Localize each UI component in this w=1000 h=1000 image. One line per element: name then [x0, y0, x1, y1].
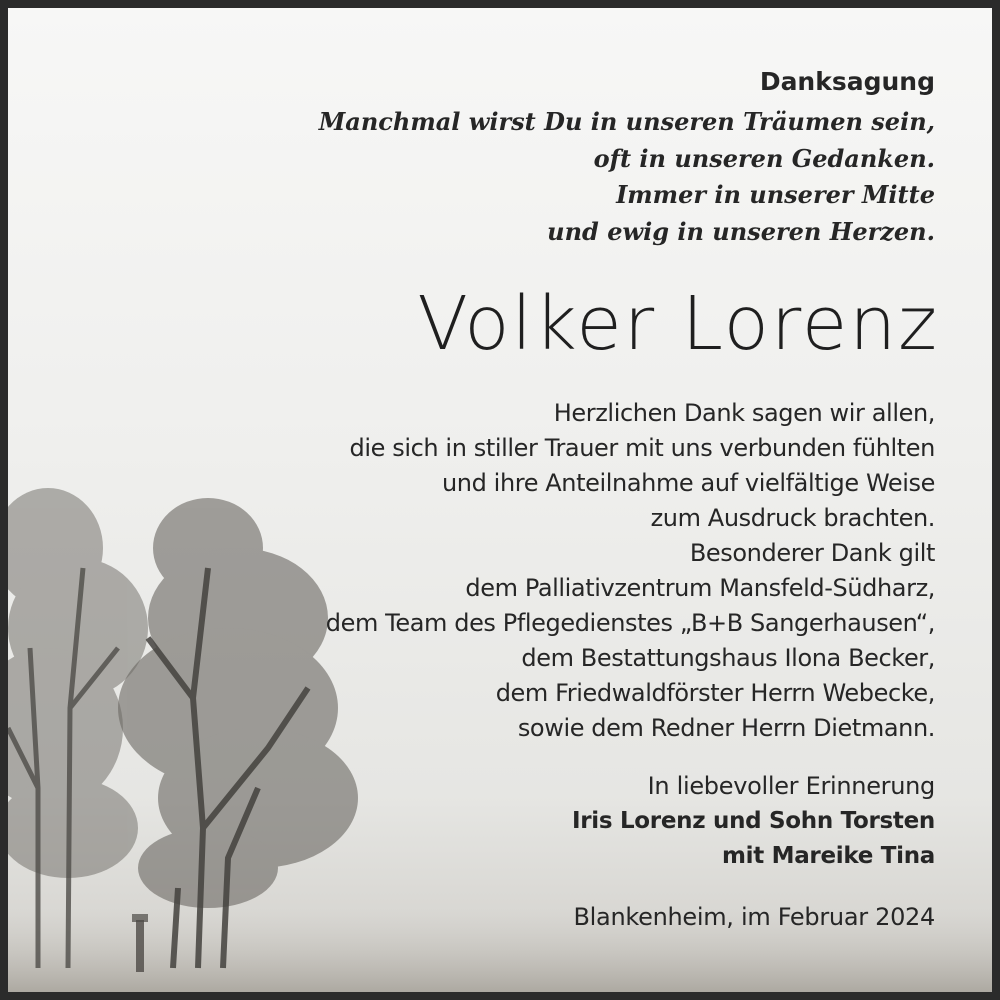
thanks-line: dem Palliativzentrum Mansfeld-Südharz,: [465, 574, 935, 602]
poem-line: Manchmal wirst Du in unseren Träumen sein,: [318, 107, 935, 136]
thanks-line: sowie dem Redner Herrn Dietmann.: [517, 714, 935, 742]
thanks-line: Besonderer Dank gilt: [689, 539, 935, 567]
poem: [319, 104, 935, 250]
notice-text: [318, 62, 939, 935]
thanks-line: dem Team des Pflegedienstes „B+B Sangerhausen“,: [325, 609, 935, 637]
poem-line: und ewig in unseren Herzen.: [547, 216, 935, 246]
family-line: mit Mareike Tina: [721, 843, 935, 869]
place-date: Blankenheim, im Februar 2024: [573, 903, 935, 931]
notice-heading: Danksagung: [759, 67, 935, 96]
family-line: Iris Lorenz und Sohn Torsten: [571, 808, 935, 834]
thanks-line: dem Bestattungshaus Ilona Becker,: [521, 644, 935, 672]
thanks-line: zum Ausdruck brachten.: [650, 504, 935, 532]
poem-line: Immer in unserer Mitte: [616, 180, 935, 209]
remembrance-line: In liebevoller Erinnerung: [647, 772, 935, 800]
thanks-line: und ihre Anteilnahme auf vielfältige Weise: [441, 469, 935, 497]
thanks-text: [319, 396, 935, 746]
family-signature: [319, 804, 935, 874]
thanks-line: dem Friedwaldförster Herrn Webecke,: [495, 679, 935, 707]
thanks-line: Herzlichen Dank sagen wir allen,: [553, 399, 935, 427]
poem-line: oft in unseren Gedanken.: [593, 143, 935, 173]
deceased-name: Volker Lorenz: [417, 281, 939, 367]
thanks-line: die sich in stiller Trauer mit uns verbunden fühlten: [349, 434, 935, 462]
